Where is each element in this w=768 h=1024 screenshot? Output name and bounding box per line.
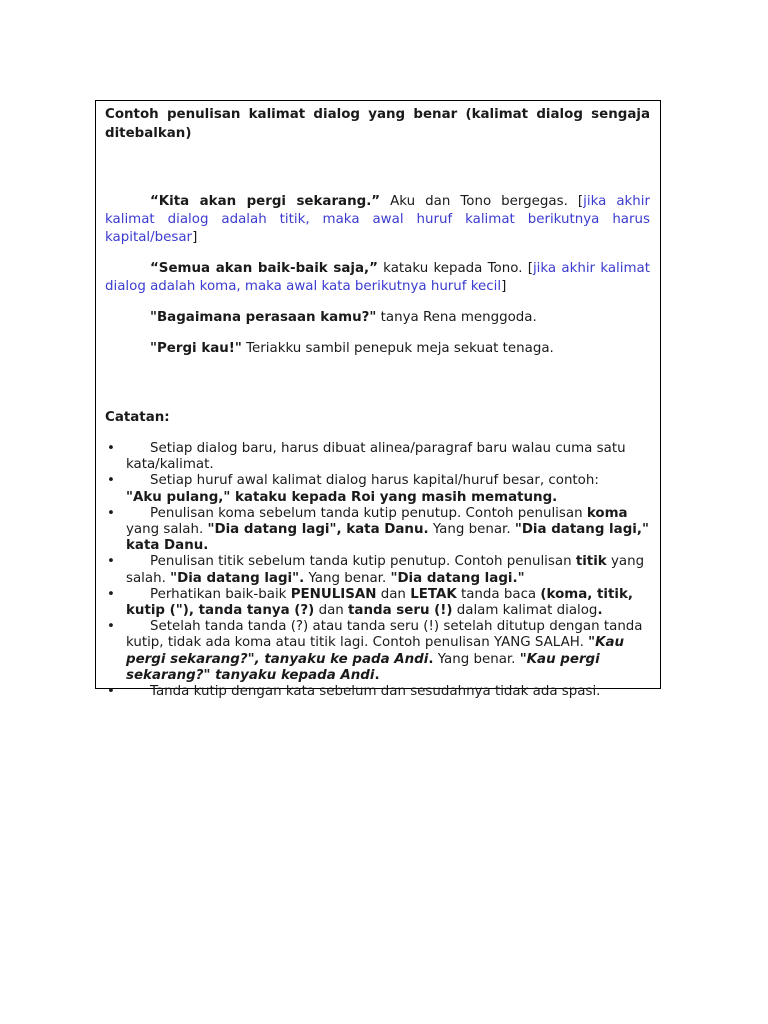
narration-text: Teriakku sambil penepuk meja sekuat tenaga.	[241, 341, 554, 356]
note-text: Penulisan titik sebelum tanda kutip penutup. Contoh penulisan	[150, 554, 576, 570]
notes-list	[105, 441, 650, 700]
bracket-close: ]	[192, 230, 198, 245]
list-item	[107, 586, 650, 619]
dialog-text: "Bagaimana perasaan kamu?"	[150, 310, 377, 325]
note-period: .	[374, 667, 380, 683]
narration-text: kataku kepada Tono. [	[377, 261, 533, 276]
bullet-icon: •	[107, 684, 115, 700]
note-text: Yang benar.	[428, 522, 515, 538]
catatan-heading: Catatan:	[105, 410, 170, 425]
note-text: Setelah tanda tanda (?) atau tanda seru (!) setelah ditutup dengan tanda kutip, tidak ada koma atau titik lagi. Contoh penulisan YANG SALAH.	[126, 619, 643, 651]
note-period: .	[428, 651, 434, 667]
note-text: Yang benar.	[433, 651, 520, 667]
note-keyword: LETAK	[410, 586, 457, 602]
note-text: Penulisan koma sebelum tanda kutip penutup. Contoh penulisan	[150, 505, 587, 521]
note-example-wrong: "Dia datang lagi".	[170, 570, 305, 586]
list-item	[107, 473, 650, 505]
note-keyword: tanda seru (!)	[348, 603, 453, 619]
note-text: yang salah.	[126, 522, 208, 538]
note-example-right: "Dia datang lagi," kata Danu.	[126, 522, 649, 554]
bullet-icon: •	[107, 505, 115, 521]
example-paragraph-2	[105, 260, 650, 296]
bullet-icon: •	[107, 473, 115, 489]
note-text: dan	[314, 603, 349, 619]
note-example: "Aku pulang," kataku kepada Roi yang masih mematung.	[126, 489, 558, 505]
explanation-note: jika akhir kalimat dialog adalah titik, maka awal huruf kalimat berikutnya harus kapital/besar	[105, 194, 650, 245]
explanation-note: jika akhir kalimat dialog adalah koma, maka awal kata berikutnya huruf kecil	[105, 261, 650, 294]
bullet-icon: •	[107, 441, 115, 456]
note-keyword: PENULISAN	[290, 586, 377, 602]
list-item	[107, 619, 650, 684]
list-item	[107, 684, 650, 700]
note-example-wrong: "Dia datang lagi", kata Danu.	[207, 522, 429, 538]
note-keyword: (koma, titik, kutip ("), tanda tanya (?)	[126, 586, 633, 619]
note-example-right: "Dia datang lagi."	[390, 570, 525, 586]
note-example-right: "Kau pergi sekarang?" tanyaku kepada Andi	[126, 651, 600, 683]
note-text: tanda baca	[456, 586, 541, 602]
note-text: Tanda kutip dengan kata sebelum dan sesudahnya tidak ada spasi.	[150, 684, 601, 700]
narration-text: tanya Rena menggoda.	[376, 310, 537, 325]
example-paragraph-4	[105, 340, 650, 358]
example-paragraph-3	[105, 309, 650, 327]
note-keyword: titik	[575, 554, 607, 570]
note-period: .	[597, 603, 603, 619]
dialog-text: “Semua akan baik-baik saja,”	[150, 261, 378, 276]
document-title: Contoh penulisan kalimat dialog yang benar (kalimat dialog sengaja ditebalkan)	[105, 107, 650, 141]
document-box	[95, 100, 661, 700]
note-text: dan	[376, 586, 411, 602]
note-keyword: koma	[586, 505, 628, 521]
bullet-icon: •	[107, 586, 115, 602]
note-text: Setiap dialog baru, harus dibuat alinea/paragraf baru walau cuma satu kata/kalimat.	[126, 441, 626, 473]
note-text: yang salah.	[126, 554, 645, 586]
bracket-close: ]	[501, 279, 507, 294]
dialog-text: “Kita akan pergi sekarang.”	[150, 194, 381, 209]
note-text: Yang benar.	[304, 570, 391, 586]
list-item	[107, 505, 650, 555]
dialog-text: "Pergi kau!"	[150, 341, 242, 356]
narration-text: Aku dan Tono bergegas. [	[380, 194, 584, 209]
note-example-wrong: "Kau pergi sekarang?", tanyaku ke pada Andi	[126, 635, 625, 667]
list-item	[107, 441, 650, 473]
list-item	[107, 554, 650, 586]
example-paragraph-1	[105, 193, 650, 247]
note-text: Setiap huruf awal kalimat dialog harus kapital/huruf besar, contoh:	[150, 473, 599, 489]
bullet-icon: •	[107, 554, 115, 570]
note-text: Perhatikan baik-baik	[150, 586, 291, 602]
note-text: dalam kalimat dialog	[452, 603, 598, 619]
bullet-icon: •	[107, 619, 115, 635]
